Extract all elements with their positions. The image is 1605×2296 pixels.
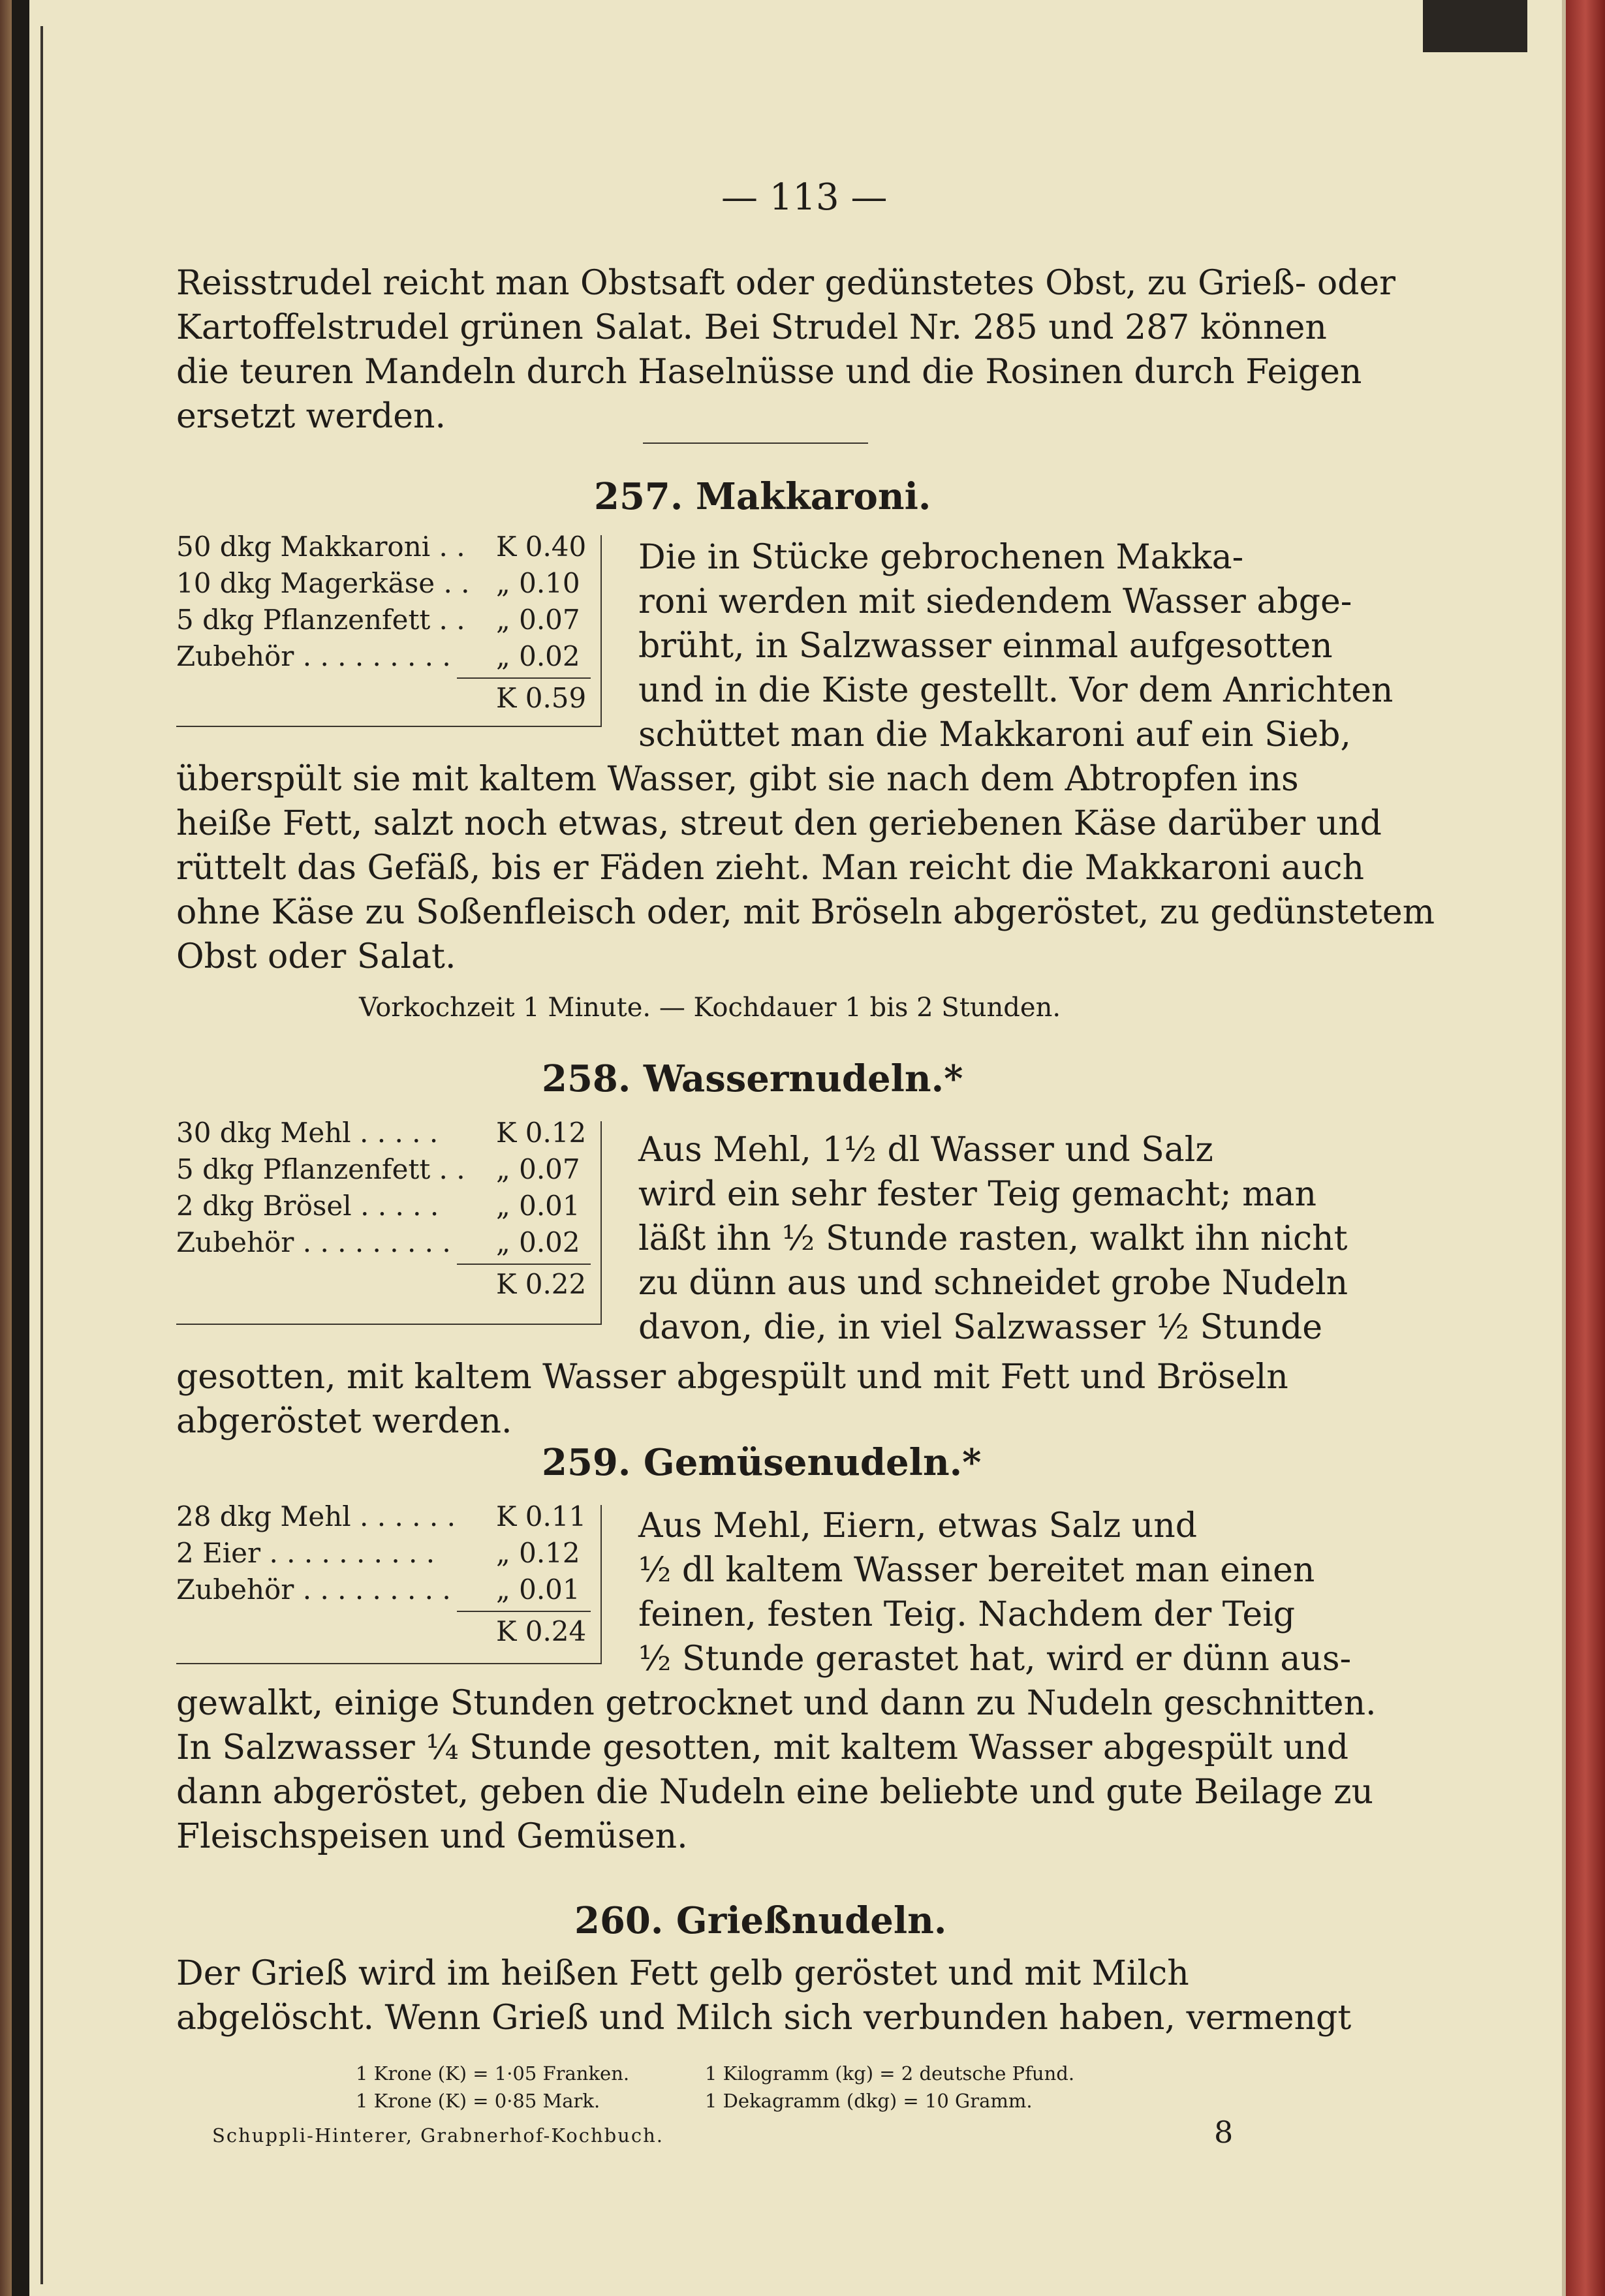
recipe-text-line: und in die Kiste gestellt. Vor dem Anrichten [638,671,1394,710]
footnote-weight: 1 Dekagramm (dkg) = 10 Gramm. [705,2090,1033,2112]
intro-line: Kartoffelstrudel grünen Salat. Bei Strudel Nr. 285 und 287 können [176,308,1327,347]
ingredient-item: 50 dkg Makkaroni . . [176,531,465,563]
footnote-currency: 1 Krone (K) = 1·05 Franken. [356,2062,630,2085]
recipe-text-line: Aus Mehl, 1½ dl Wasser und Salz [638,1130,1213,1170]
recipe-text-line: abgelöscht. Wenn Grieß und Milch sich verbunden haben, vermengt [176,1998,1352,2038]
recipe-text-line: ½ Stunde gerastet hat, wird er dünn aus- [638,1639,1352,1679]
book-cover-spine [1566,0,1605,2296]
recipe-title: 257. Makkaroni. [594,475,931,518]
ingredient-item: Zubehör . . . . . . . . . [176,1574,451,1606]
ingredient-price: „ 0.02 [496,1226,580,1258]
recipe-text-line: abgeröstet werden. [176,1402,512,1441]
ingredient-total: K 0.22 [496,1268,587,1300]
ingredient-price: „ 0.07 [496,1153,580,1185]
book-binding-left [0,0,12,2296]
ingredient-price: K 0.11 [496,1500,587,1532]
ingredient-item: 5 dkg Pflanzenfett . . [176,604,465,636]
ingredient-item: 5 dkg Pflanzenfett . . [176,1153,465,1185]
page-number: — 113 — [721,176,888,219]
intro-line: die teuren Mandeln durch Haselnüsse und die Rosinen durch Feigen [176,352,1362,392]
ingredient-box-bottom [176,1324,600,1325]
recipe-text-line: schüttet man die Makkaroni auf ein Sieb, [638,715,1351,754]
recipe-text-line: gesotten, mit kaltem Wasser abgespült und mit Fett und Bröseln [176,1357,1288,1397]
recipe-text-line: roni werden mit siedendem Wasser abge- [638,582,1352,621]
recipe-text-line: Der Grieß wird im heißen Fett gelb geröstet und mit Milch [176,1954,1189,1993]
ingredient-item: 10 dkg Magerkäse . . [176,567,470,599]
recipe-text-line: rüttelt das Gefäß, bis er Fäden zieht. Man reicht die Makkaroni auch [176,848,1364,888]
ingredient-item: 2 dkg Brösel . . . . . [176,1190,439,1222]
recipe-text-line: Die in Stücke gebrochenen Makka- [638,538,1244,577]
cooking-time-note: Vorkochzeit 1 Minute. — Kochdauer 1 bis 2 Stunden. [359,993,1061,1023]
sum-line [457,1264,591,1265]
ingredient-box-divider [600,1121,602,1325]
ingredient-price: „ 0.01 [496,1190,580,1222]
footnote-weight: 1 Kilogramm (kg) = 2 deutsche Pfund. [705,2062,1075,2085]
sheet-signature-number: 8 [1214,2115,1234,2150]
sum-line [457,1611,591,1612]
ingredient-box-bottom [176,726,600,727]
recipe-title: 260. Grießnudeln. [574,1899,947,1942]
ingredient-price: „ 0.07 [496,604,580,636]
ingredient-total: K 0.24 [496,1615,587,1647]
recipe-text-line: Obst oder Salat. [176,937,456,976]
recipe-text-line: wird ein sehr fester Teig gemacht; man [638,1175,1317,1214]
recipe-text-line: brüht, in Salzwasser einmal aufgesotten [638,627,1333,666]
ingredient-box-bottom [176,1663,600,1664]
ingredient-item: 2 Eier . . . . . . . . . . [176,1537,435,1569]
ingredient-box-divider [600,535,602,727]
ingredient-total: K 0.59 [496,682,587,714]
recipe-title: 258. Wassernudeln.* [542,1057,963,1100]
page-left-margin-line [40,26,43,2284]
sum-line [457,677,591,679]
recipe-text-line: ohne Käse zu Soßenfleisch oder, mit Bröseln abgeröstet, zu gedünstetem [176,893,1435,932]
recipe-text-line: feinen, festen Teig. Nachdem der Teig [638,1595,1296,1634]
ingredient-price: „ 0.01 [496,1574,580,1606]
ingredient-price: K 0.40 [496,531,587,563]
ingredient-item: 30 dkg Mehl . . . . . [176,1117,439,1149]
ingredient-item: Zubehör . . . . . . . . . [176,1226,451,1258]
section-divider [643,442,868,444]
ingredient-box-divider [600,1505,602,1664]
recipe-text-line: Fleischspeisen und Gemüsen. [176,1817,688,1856]
recipe-text-line: davon, die, in viel Salzwasser ½ Stunde [638,1308,1323,1347]
recipe-text-line: In Salzwasser ¼ Stunde gesotten, mit kaltem Wasser abgespült und [176,1728,1349,1767]
ingredient-price: K 0.12 [496,1117,587,1149]
ingredient-price: „ 0.10 [496,567,580,599]
recipe-text-line: gewalkt, einige Stunden getrocknet und dann zu Nudeln geschnitten. [176,1684,1377,1723]
recipe-text-line: Aus Mehl, Eiern, etwas Salz und [638,1506,1198,1545]
recipe-text-line: dann abgeröstet, geben die Nudeln eine beliebte und gute Beilage zu [176,1773,1373,1812]
intro-line: ersetzt werden. [176,397,446,436]
ingredient-price: „ 0.12 [496,1537,580,1569]
recipe-title: 259. Gemüsenudeln.* [542,1441,982,1484]
recipe-text-line: überspült sie mit kaltem Wasser, gibt sie nach dem Abtropfen ins [176,760,1299,799]
book-signature-title: Schuppli-Hinterer, Grabnerhof-Kochbuch. [212,2124,664,2147]
footnote-currency: 1 Krone (K) = 0·85 Mark. [356,2090,600,2112]
intro-line: Reisstrudel reicht man Obstsaft oder gedünstetes Obst, zu Grieß- oder [176,264,1396,303]
recipe-text-line: zu dünn aus und schneidet grobe Nudeln [638,1264,1348,1303]
ingredient-price: „ 0.02 [496,640,580,672]
recipe-text-line: läßt ihn ½ Stunde rasten, walkt ihn nicht [638,1219,1348,1258]
ingredient-item: 28 dkg Mehl . . . . . . [176,1500,456,1532]
recipe-text-line: ½ dl kaltem Wasser bereitet man einen [638,1551,1315,1590]
scan-top-shadow [1423,0,1527,52]
recipe-text-line: heiße Fett, salzt noch etwas, streut den geriebenen Käse darüber und [176,804,1382,843]
ingredient-item: Zubehör . . . . . . . . . [176,640,451,672]
